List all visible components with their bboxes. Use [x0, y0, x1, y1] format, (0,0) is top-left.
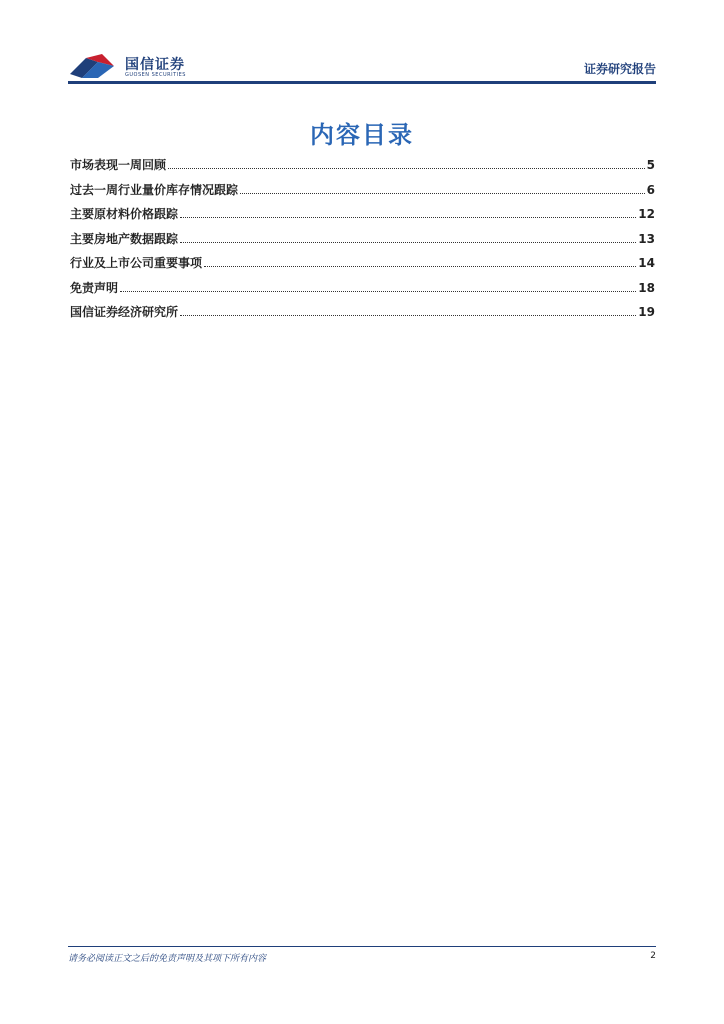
toc-leader-dots	[120, 281, 636, 292]
toc-item[interactable]	[70, 205, 655, 230]
toc-leader-dots	[180, 305, 636, 316]
toc-item-page: 18	[638, 280, 655, 295]
toc-item[interactable]	[70, 181, 655, 206]
toc-item-page: 19	[638, 305, 655, 319]
toc-item-label: 主要房地产数据跟踪	[70, 231, 179, 246]
toc-title: 内容目录	[310, 121, 414, 149]
toc-item-label: 国信证券经济研究所	[70, 305, 179, 319]
logo-text-en: GUOSEN SECURITIES	[125, 72, 186, 78]
toc-item-page: 5	[646, 158, 655, 172]
toc-leader-dots	[168, 158, 645, 169]
toc-item-page: 14	[638, 256, 655, 270]
toc-item[interactable]	[70, 279, 655, 304]
toc-item[interactable]	[70, 230, 655, 255]
footer-disclaimer-note: 请务必阅读正文之后的免责声明及其项下所有内容	[68, 954, 267, 964]
toc-item-page: 12	[638, 207, 655, 221]
toc-item-page: 13	[638, 231, 655, 246]
footer-divider	[68, 946, 656, 947]
toc-item-label: 过去一周行业量价库存情况跟踪	[70, 182, 239, 197]
toc-item-page: 6	[646, 182, 655, 197]
toc-leader-dots	[240, 183, 645, 194]
toc-item[interactable]	[70, 156, 655, 181]
toc-item-label: 主要原材料价格跟踪	[70, 207, 179, 221]
toc-item-label: 行业及上市公司重要事项	[70, 256, 203, 270]
toc-leader-dots	[180, 207, 636, 218]
toc-item[interactable]	[70, 303, 655, 328]
page-number: 2	[650, 951, 656, 961]
header-divider	[68, 81, 656, 84]
toc-item-label: 免责声明	[70, 280, 119, 295]
toc-item[interactable]	[70, 254, 655, 279]
guosen-logo	[68, 50, 218, 82]
report-type: 证券研究报告	[583, 62, 656, 76]
toc-item-label: 市场表现一周回顾	[70, 158, 167, 172]
toc-leader-dots	[204, 256, 636, 267]
guosen-logo-icon	[68, 52, 120, 80]
logo-text-cn: 国信证券	[125, 57, 185, 73]
toc-leader-dots	[180, 232, 636, 243]
table-of-contents	[70, 156, 655, 328]
